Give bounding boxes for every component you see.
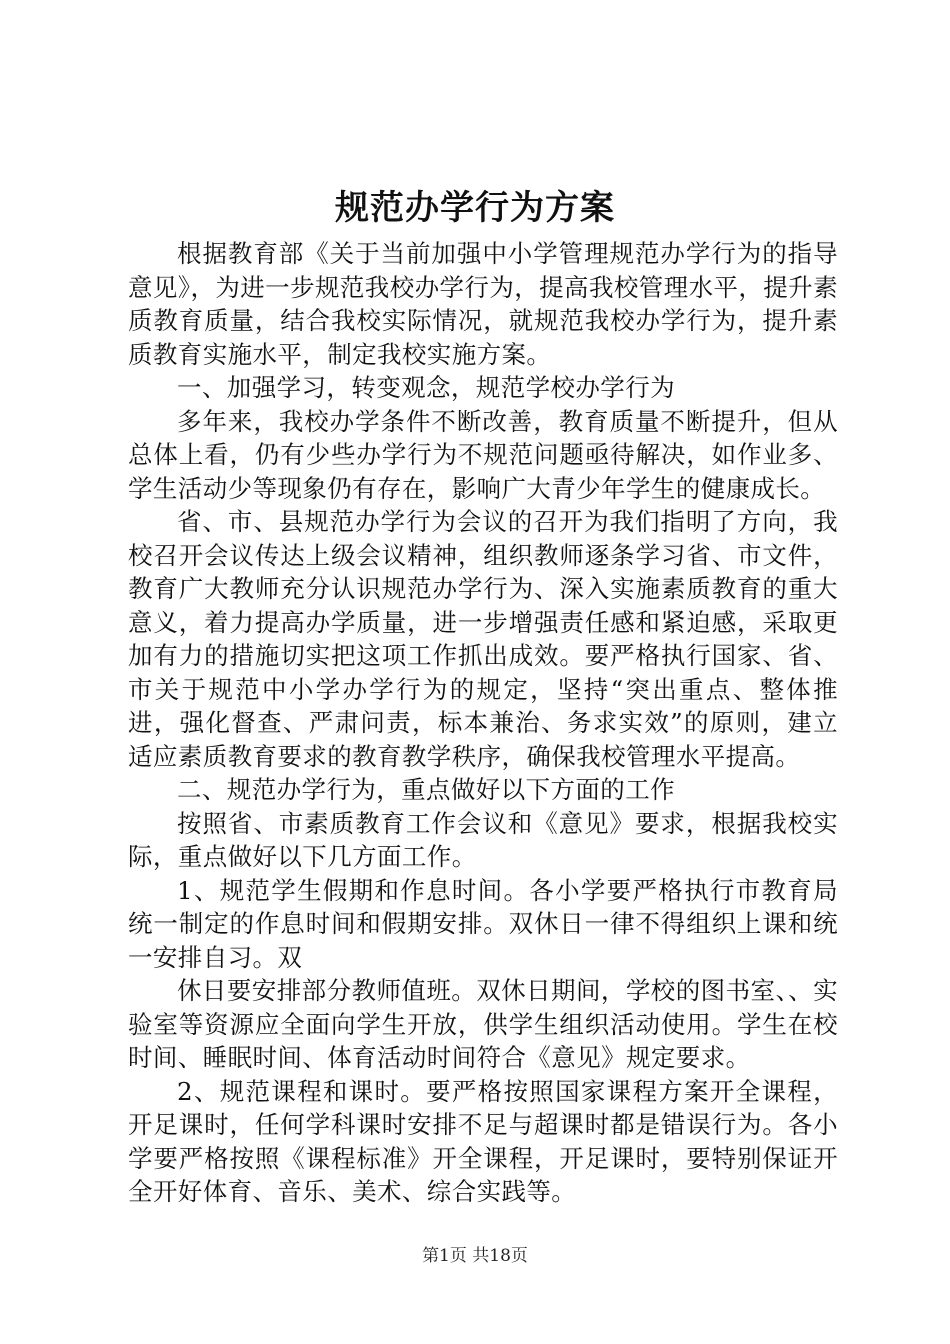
- document-title: 规范办学行为方案: [335, 188, 615, 228]
- paragraph: 多年来，我校办学条件不断改善，教育质量不断提升，但从总体上看，仍有少些办学行为不规范问题亟待解决，如作业多、学生活动少等现象仍有存在，影响广大青少年学生的健康成长。: [128, 406, 838, 503]
- document-body: [128, 237, 838, 1209]
- list-item: 1、规范学生假期和作息时间。各小学要严格执行市教育局统一制定的作息时间和假期安排。双休日一律不得组织上课和统一安排自习。双: [128, 875, 838, 972]
- section-heading-2: 二、规范办学行为，重点做好以下方面的工作: [177, 775, 675, 804]
- paragraph-intro: 根据教育部《关于当前加强中小学管理规范办学行为的指导意见》，为进一步规范我校办学行为，提高我校管理水平，提升素质教育质量，结合我校实际情况，就规范我校办学行为，提升素质教育实施水平，制定我校实施方案。: [128, 239, 838, 369]
- paragraph: 省、市、县规范办学行为会议的召开为我们指明了方向，我校召开会议传达上级会议精神，组织教师逐条学习省、市文件，教育广大教师充分认识规范办学行为、深入实施素质教育的重大意义，着力提高办学质量，进一步增强责任感和紧迫感，采取更加有力的措施切实把这项工作抓出成效。要严格执行国家、省、市关于规范中小学办学行为的规定，坚持“突出重点、整体推进，强化督查、严肃问责，标本兼治、务求实效”的原则，建立适应素质教育要求的教育教学秩序，确保我校管理水平提高。: [128, 507, 838, 771]
- paragraph: 按照省、市素质教育工作会议和《意见》要求，根据我校实际，重点做好以下几方面工作。: [128, 808, 838, 871]
- list-item: 2、规范课程和课时。要严格按照国家课程方案开全课程，开足课时，任何学科课时安排不足与超课时都是错误行为。各小学要严格按照《课程标准》开全课程，开足课时，要特别保证开全开好体育、音乐、美术、综合实践等。: [128, 1076, 838, 1206]
- paragraph: 休日要安排部分教师值班。双休日期间，学校的图书室、、实验室等资源应全面向学生开放，供学生组织活动使用。学生在校时间、睡眠时间、体育活动时间符合《意见》规定要求。: [128, 976, 838, 1072]
- page-number-footer: 第1页 共18页: [422, 1246, 528, 1266]
- section-heading-1: 一、加强学习，转变观念，规范学校办学行为: [177, 373, 675, 402]
